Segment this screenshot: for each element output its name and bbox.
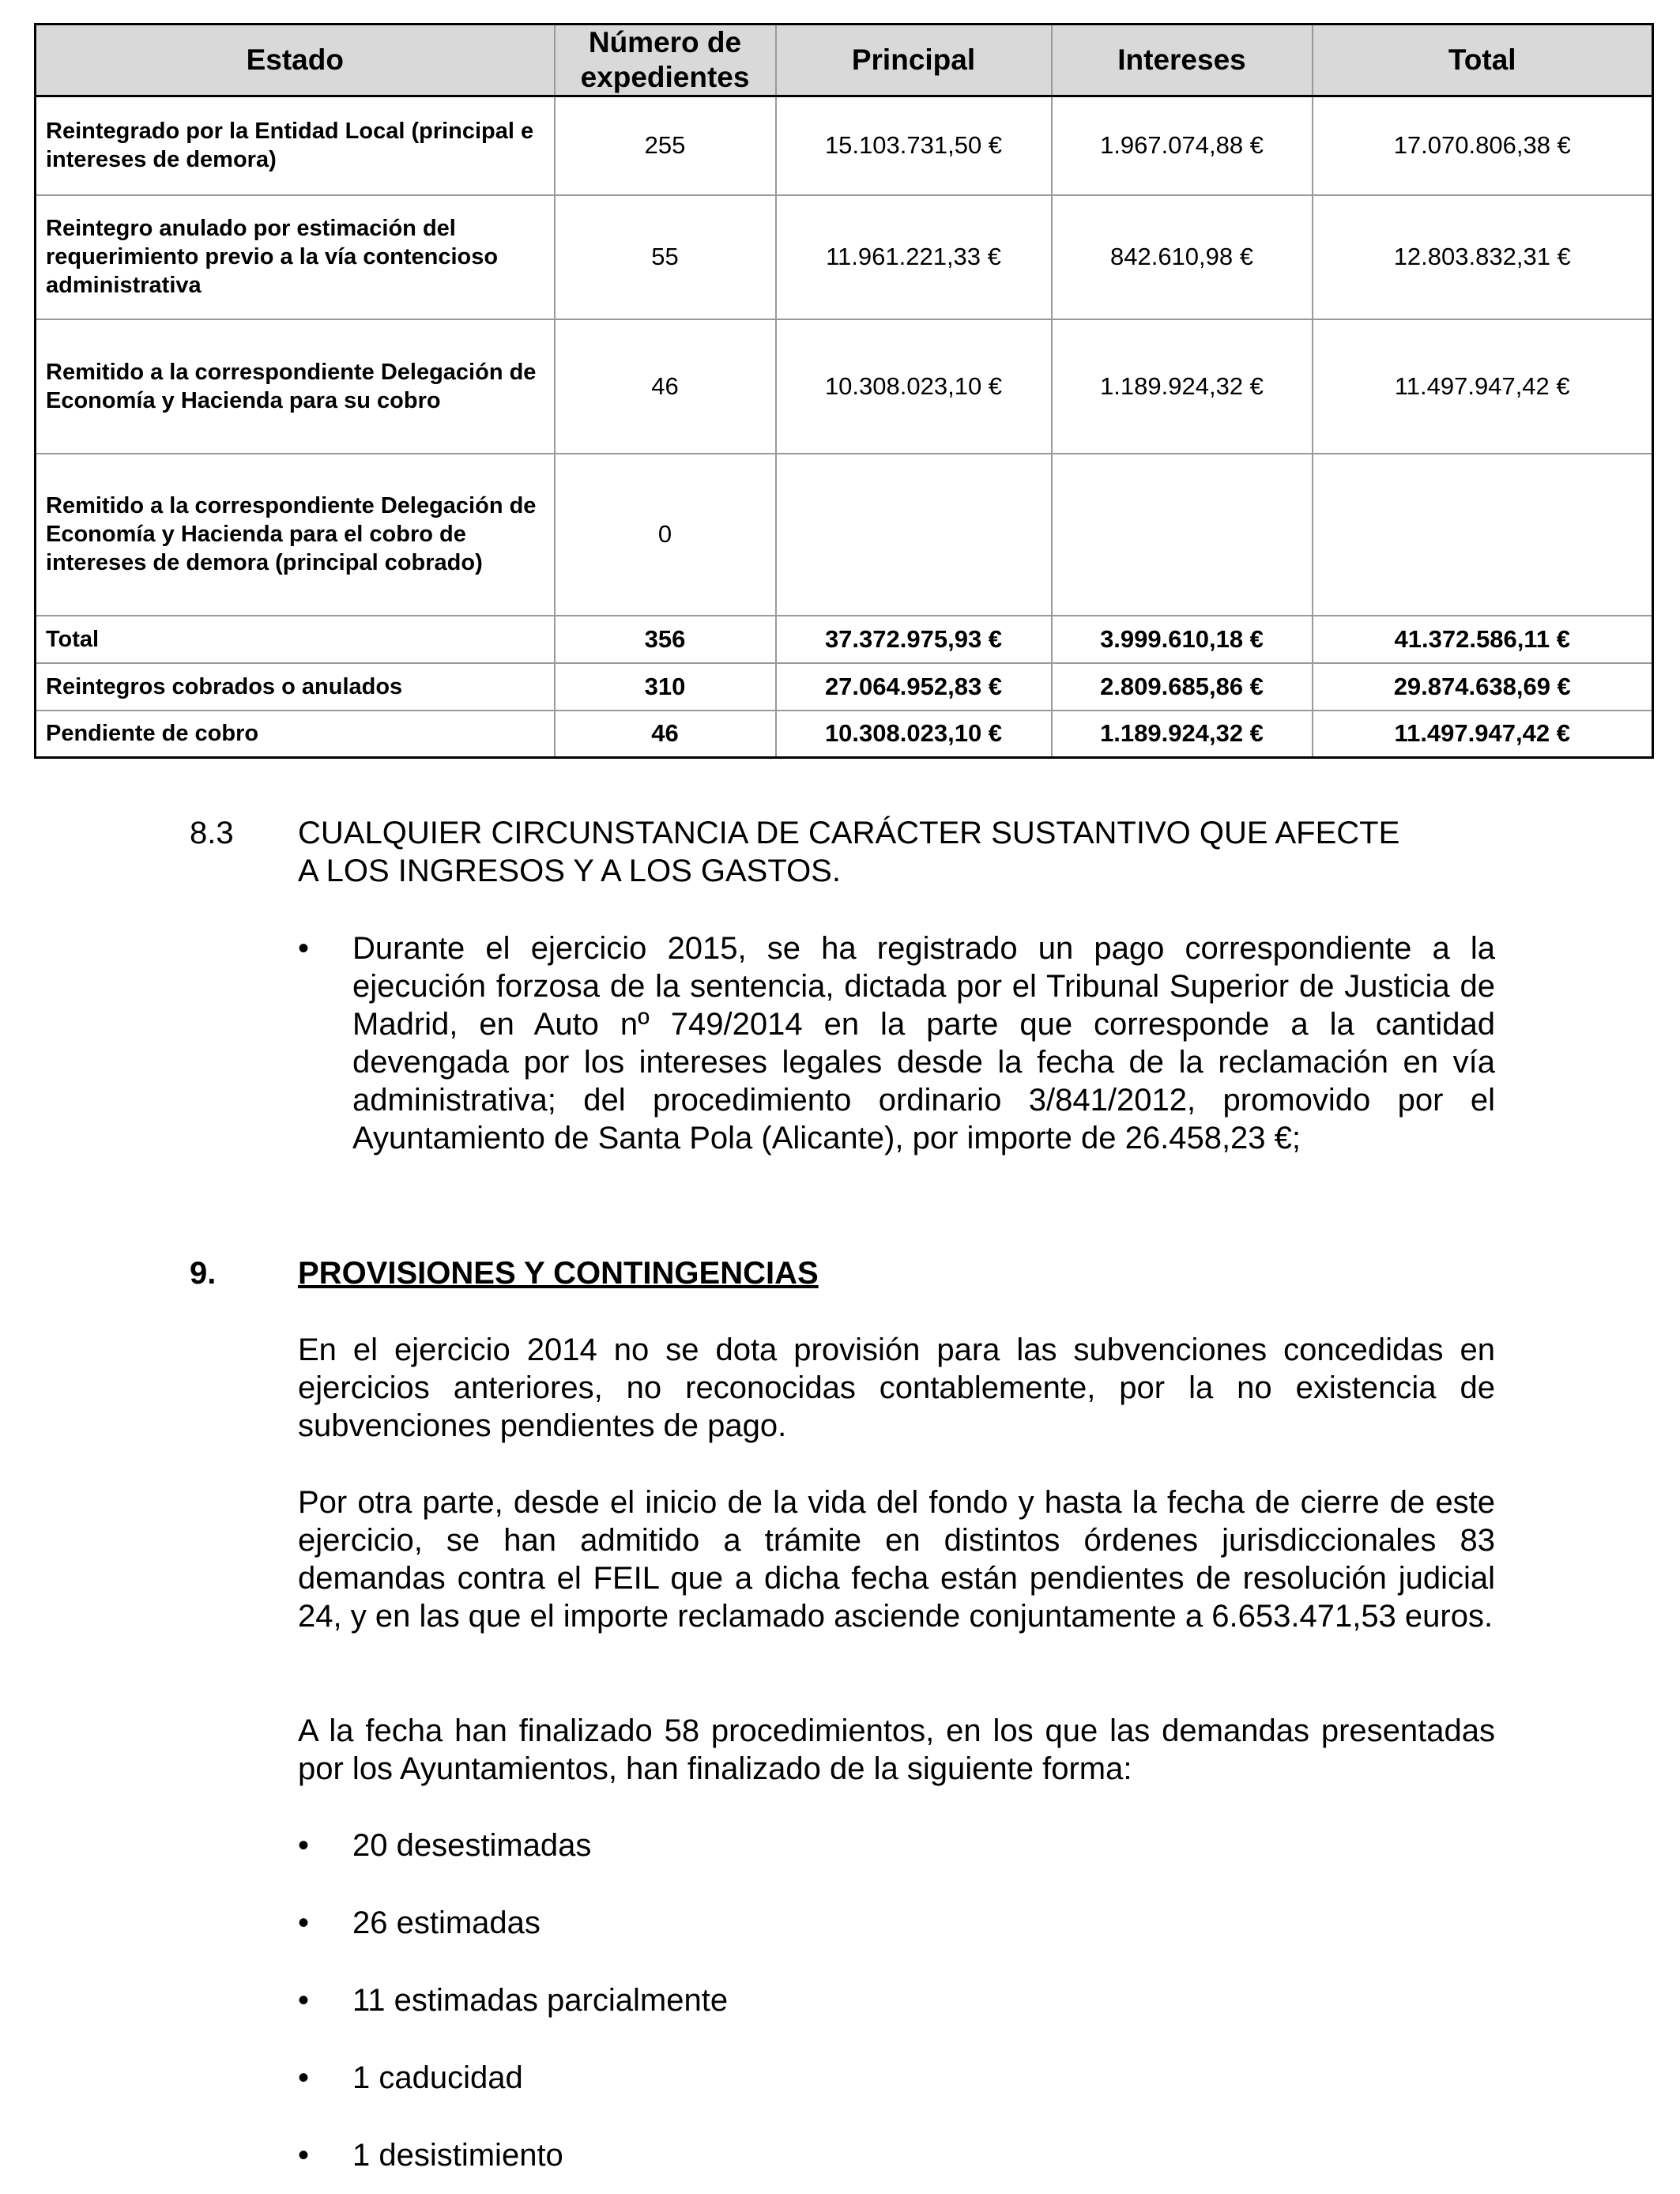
cell-intereses: 1.189.924,32 € xyxy=(1052,319,1313,454)
bullet-icon: • xyxy=(298,1906,310,1940)
cell-principal: 10.308.023,10 € xyxy=(776,319,1052,454)
bullet-icon: • xyxy=(298,1828,310,1863)
cell-total: 11.497.947,42 € xyxy=(1313,319,1653,454)
bullet-icon: • xyxy=(298,2138,310,2173)
section-8-3-title-line2: A LOS INGRESOS Y A LOS GASTOS. xyxy=(298,854,841,888)
header-numero: Número de expedientes xyxy=(555,25,776,96)
header-principal: Principal xyxy=(776,25,1052,96)
section-8-3-title xyxy=(298,814,1495,890)
cell-total: 41.372.586,11 € xyxy=(1313,616,1653,663)
list-item-text: 26 estimadas xyxy=(352,1906,541,1940)
cell-numero: 55 xyxy=(555,195,776,319)
table-row xyxy=(36,195,1653,319)
summary-table xyxy=(34,23,1654,759)
cell-estado: Reintegro anulado por estimación del requerimiento previo a la vía contencioso administrativa xyxy=(36,195,555,319)
cell-numero: 46 xyxy=(555,711,776,758)
cell-principal: 11.961.221,33 € xyxy=(776,195,1052,319)
section-8-3-number: 8.3 xyxy=(190,816,234,850)
cell-intereses: 1.967.074,88 € xyxy=(1052,96,1313,195)
cell-principal: 37.372.975,93 € xyxy=(776,616,1052,663)
table-header-row xyxy=(36,25,1653,96)
bullet-icon: • xyxy=(298,1983,310,2018)
section-9-title: PROVISIONES Y CONTINGENCIAS xyxy=(298,1256,819,1291)
list-item-text: 11 estimadas parcialmente xyxy=(352,1983,729,2018)
header-estado: Estado xyxy=(36,25,555,96)
cell-estado: Remitido a la correspondiente Delegación de Economía y Hacienda para el cobro de intereses de demora (principal cobrado) xyxy=(36,454,555,616)
cell-estado: Reintegrado por la Entidad Local (principal e intereses de demora) xyxy=(36,96,555,195)
section-9-para1: En el ejercicio 2014 no se dota provisión para las subvenciones concedidas en ejercicios anteriores, no reconocidas contablemente, por la no existencia de subvenciones pendientes de pago. xyxy=(298,1333,1495,1443)
cell-principal: 15.103.731,50 € xyxy=(776,96,1052,195)
bullet-icon: • xyxy=(298,2060,310,2095)
cell-total: 29.874.638,69 € xyxy=(1313,663,1653,711)
cell-estado: Total xyxy=(36,616,555,663)
section-9-para2: Por otra parte, desde el inicio de la vida del fondo y hasta la fecha de cierre de este ejercicio, se han admitido a trámite en distintos órdenes jurisdiccionales 83 demandas contra el FEIL que a dicha fecha están pendientes de resolución judicial 24, y en las que el importe reclamado asciende conjuntamente a 6.653.471,53 euros. xyxy=(298,1485,1495,1634)
section-8-3-title-line1: CUALQUIER CIRCUNSTANCIA DE CARÁCTER SUSTANTIVO QUE AFECTE xyxy=(298,816,1400,850)
cell-principal xyxy=(776,454,1052,616)
header-total: Total xyxy=(1313,25,1653,96)
cell-numero: 310 xyxy=(555,663,776,711)
cell-numero: 46 xyxy=(555,319,776,454)
cell-intereses: 3.999.610,18 € xyxy=(1052,616,1313,663)
cell-total: 17.070.806,38 € xyxy=(1313,96,1653,195)
cell-numero: 0 xyxy=(555,454,776,616)
cell-principal: 10.308.023,10 € xyxy=(776,711,1052,758)
section-9-number: 9. xyxy=(190,1256,217,1291)
cell-total: 12.803.832,31 € xyxy=(1313,195,1653,319)
list-item-text: 1 caducidad xyxy=(352,2060,523,2095)
cell-estado: Reintegros cobrados o anulados xyxy=(36,663,555,711)
list-item-text: 20 desestimadas xyxy=(352,1828,592,1863)
cell-intereses: 2.809.685,86 € xyxy=(1052,663,1313,711)
table-row-cobrados xyxy=(36,663,1653,711)
table-row xyxy=(36,319,1653,454)
cell-estado: Remitido a la correspondiente Delegación de Economía y Hacienda para su cobro xyxy=(36,319,555,454)
cell-principal: 27.064.952,83 € xyxy=(776,663,1052,711)
cell-estado: Pendiente de cobro xyxy=(36,711,555,758)
bullet-icon: • xyxy=(298,931,310,966)
cell-numero: 356 xyxy=(555,616,776,663)
section-9-para3: A la fecha han finalizado 58 procedimientos, en los que las demandas presentadas por los Ayuntamientos, han finalizado de la siguiente forma: xyxy=(298,1713,1495,1786)
list-item-text: 1 desistimiento xyxy=(352,2138,563,2173)
cell-intereses: 842.610,98 € xyxy=(1052,195,1313,319)
table-row xyxy=(36,96,1653,195)
table-row xyxy=(36,454,1653,616)
header-intereses: Intereses xyxy=(1052,25,1313,96)
cell-intereses: 1.189.924,32 € xyxy=(1052,711,1313,758)
cell-total: 11.497.947,42 € xyxy=(1313,711,1653,758)
cell-total xyxy=(1313,454,1653,616)
table-row-total xyxy=(36,616,1653,663)
bullet-text: Durante el ejercicio 2015, se ha registrado un pago correspondiente a la ejecución forzosa de la sentencia, dictada por el Tribunal Superior de Justicia de Madrid, en Auto nº 749/2014 en la parte que corresponde a la cantidad devengada por los intereses legales desde la fecha de la reclamación en vía administrativa; del procedimiento ordinario 3/841/2012, promovido por el Ayuntamiento de Santa Pola (Alicante), por importe de 26.458,23 €; xyxy=(352,931,1495,1155)
cell-intereses xyxy=(1052,454,1313,616)
cell-numero: 255 xyxy=(555,96,776,195)
table-row-pendiente xyxy=(36,711,1653,758)
